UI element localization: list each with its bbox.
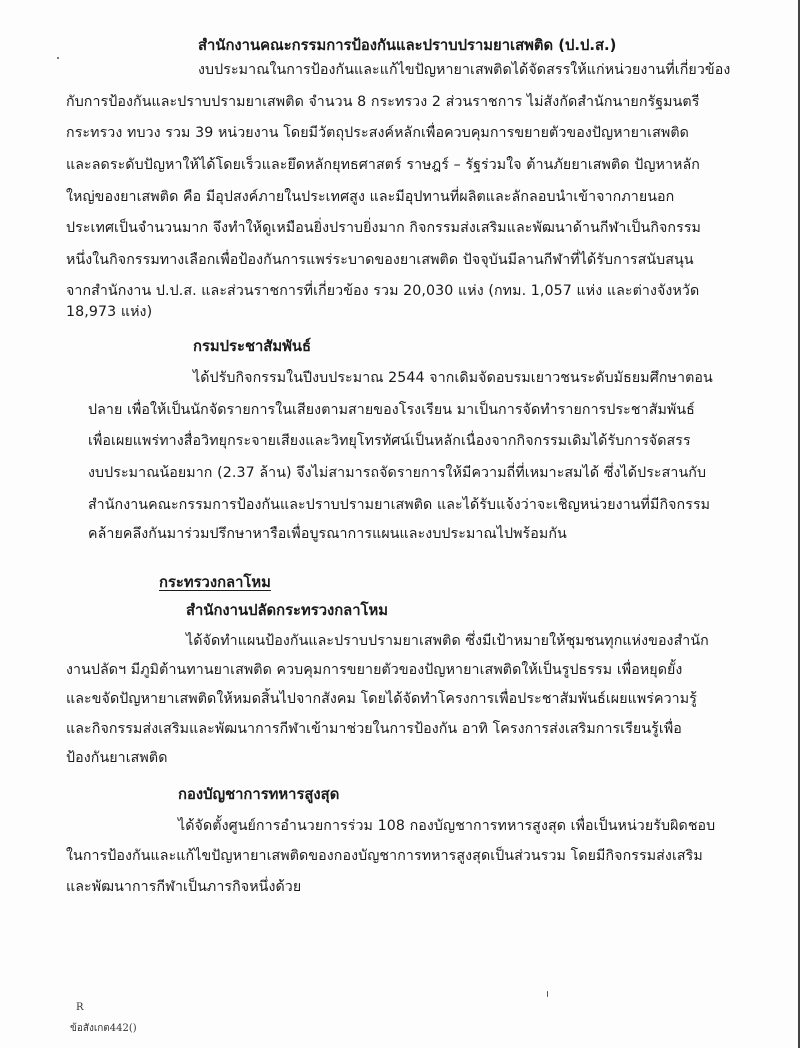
paragraph-line: ได้ปรับกิจกรรมในปีงบประมาณ 2544 จากเดิมจัดอบรมเยาวชนระดับมัธยมศึกษาตอน [193,370,713,386]
paragraph-line: กระทรวง ทบวง รวม 39 หน่วยงาน โดยมีวัตถุประสงค์หลักเพื่อควบคุมการขยายตัวของปัญหายาเสพติด [66,125,689,141]
paragraph-line: งบประมาณในการป้องกันและแก้ไขปัญหายาเสพติดได้จัดสรรให้แก่หน่วยงานที่เกี่ยวข้อง [198,62,731,78]
paragraph-line: และพัฒนาการกีฬาเป็นภารกิจหนึ่งด้วย [66,879,302,895]
paragraph-line: และกิจกรรมส่งเสริมและพัฒนาการกีฬาเข้ามาช่วยในการป้องกัน อาทิ โครงการส่งเสริมการเรียนรู้เพื่อ [66,721,682,737]
footer-code: ข้อสังเกต442() [70,1023,137,1034]
paragraph-line: สำนักงานคณะกรรมการป้องกันและปราบปรามยาเสพติด และได้รับแจ้งว่าจะเชิญหน่วยงานที่มีกิจกรรม [88,497,711,513]
paragraph-line: ปลาย เพื่อให้เป็นนักจัดรายการในเสียงตามสายของโรงเรียน มาเป็นการจัดทำรายการประชาสัมพันธ์ [88,402,695,418]
heading-ops-mod: สำนักงานปลัดกระทรวงกลาโหม [186,602,389,619]
paragraph-line: และลดระดับปัญหาให้ได้โดยเร็วและยึดหลักยุทธศาสตร์ ราษฎร์ – รัฐร่วมใจ ต้านภัยยาเสพติด ปัญหาหลัก [66,157,700,173]
footer-mark: R [76,1002,84,1013]
heading-prd: กรมประชาสัมพันธ์ [193,338,311,355]
paragraph-line: ประเทศเป็นจำนวนมาก จึงทำให้ดูเหมือนยิ่งปราบยิ่งมาก กิจกรรมส่งเสริมและพัฒนาด้านกีฬาเป็นกิจกรรม [66,220,702,236]
heading-oncb: สำนักงานคณะกรรมการป้องกันและปราบปรามยาเสพติด (ป.ป.ส.) [198,37,617,54]
paragraph-line: งบประมาณน้อยมาก (2.37 ล้าน) จึงไม่สามารถจัดรายการให้มีความถี่ที่เหมาะสมได้ ซึ่งได้ประสานกับ [88,465,707,481]
paragraph-line: คล้ายคลึงกันมาร่วมปรึกษาหารือเพื่อบูรณาการแผนและงบประมาณไปพร้อมกัน [88,526,567,542]
paragraph-line: หนึ่งในกิจกรรมทางเลือกเพื่อป้องกันการแพร่ระบาดของยาเสพติด ปัจจุบันมีลานกีฬาที่ได้รับการสนับสนุน [66,252,694,268]
paragraph-line: ป้องกันยาเสพติด [66,750,168,766]
heading-rtarf: กองบัญชาการทหารสูงสุด [178,786,340,803]
paragraph-line: กับการป้องกันและปราบปรามยาเสพติด จำนวน 8 กระทรวง 2 ส่วนราชการ ไม่สังกัดสำนักนายกรัฐมนตรี [66,94,700,110]
paragraph-line: ได้จัดทำแผนป้องกันและปราบปรามยาเสพติด ซึ่งมีเป้าหมายให้ชุมชนทุกแห่งของสำนัก [186,633,709,649]
paragraph-line: เพื่อเผยแพร่ทางสื่อวิทยุกระจายเสียงและวิทยุโทรทัศน์เป็นหลักเนื่องจากกิจกรรมเดิมได้รับการจัดสรร [88,433,691,449]
paragraph-line: จากสำนักงาน ป.ป.ส. และส่วนราชการที่เกี่ยวข้อง รวม 20,030 แห่ง (กทม. 1,057 แห่ง และต่างจังหวัด [66,283,700,299]
paragraph-line: ได้จัดตั้งศูนย์การอำนวยการร่วม 108 กองบัญชาการทหารสูงสุด เพื่อเป็นหน่วยรับผิดชอบ [178,818,716,834]
heading-ministry-of-defence: กระทรวงกลาโหม [159,574,271,591]
paragraph-line: ในการป้องกันและแก้ไขปัญหายาเสพติดของกองบัญชาการทหารสูงสุดเป็นส่วนรวม โดยมีกิจกรรมส่งเสริม [66,848,703,864]
paragraph-line: 18,973 แห่ง) [66,304,153,320]
paragraph-line: งานปลัดฯ มีภูมิต้านทานยาเสพติด ควบคุมการขยายตัวของปัญหายาเสพติดให้เป็นรูปธรรม เพื่อหยุดยั้ง [66,662,683,678]
scan-speck [547,991,548,997]
scan-speck [57,57,59,59]
paragraph-line: และขจัดปัญหายาเสพติดให้หมดสิ้นไปจากสังคม โดยได้จัดทำโครงการเพื่อประชาสัมพันธ์เผยแพร่ความรู้ [66,691,697,707]
paragraph-line: ใหญ่ของยาเสพติด คือ มีอุปสงค์ภายในประเทศสูง และมีอุปทานที่ผลิตและลักลอบนำเข้าจากภายนอก [66,189,675,205]
